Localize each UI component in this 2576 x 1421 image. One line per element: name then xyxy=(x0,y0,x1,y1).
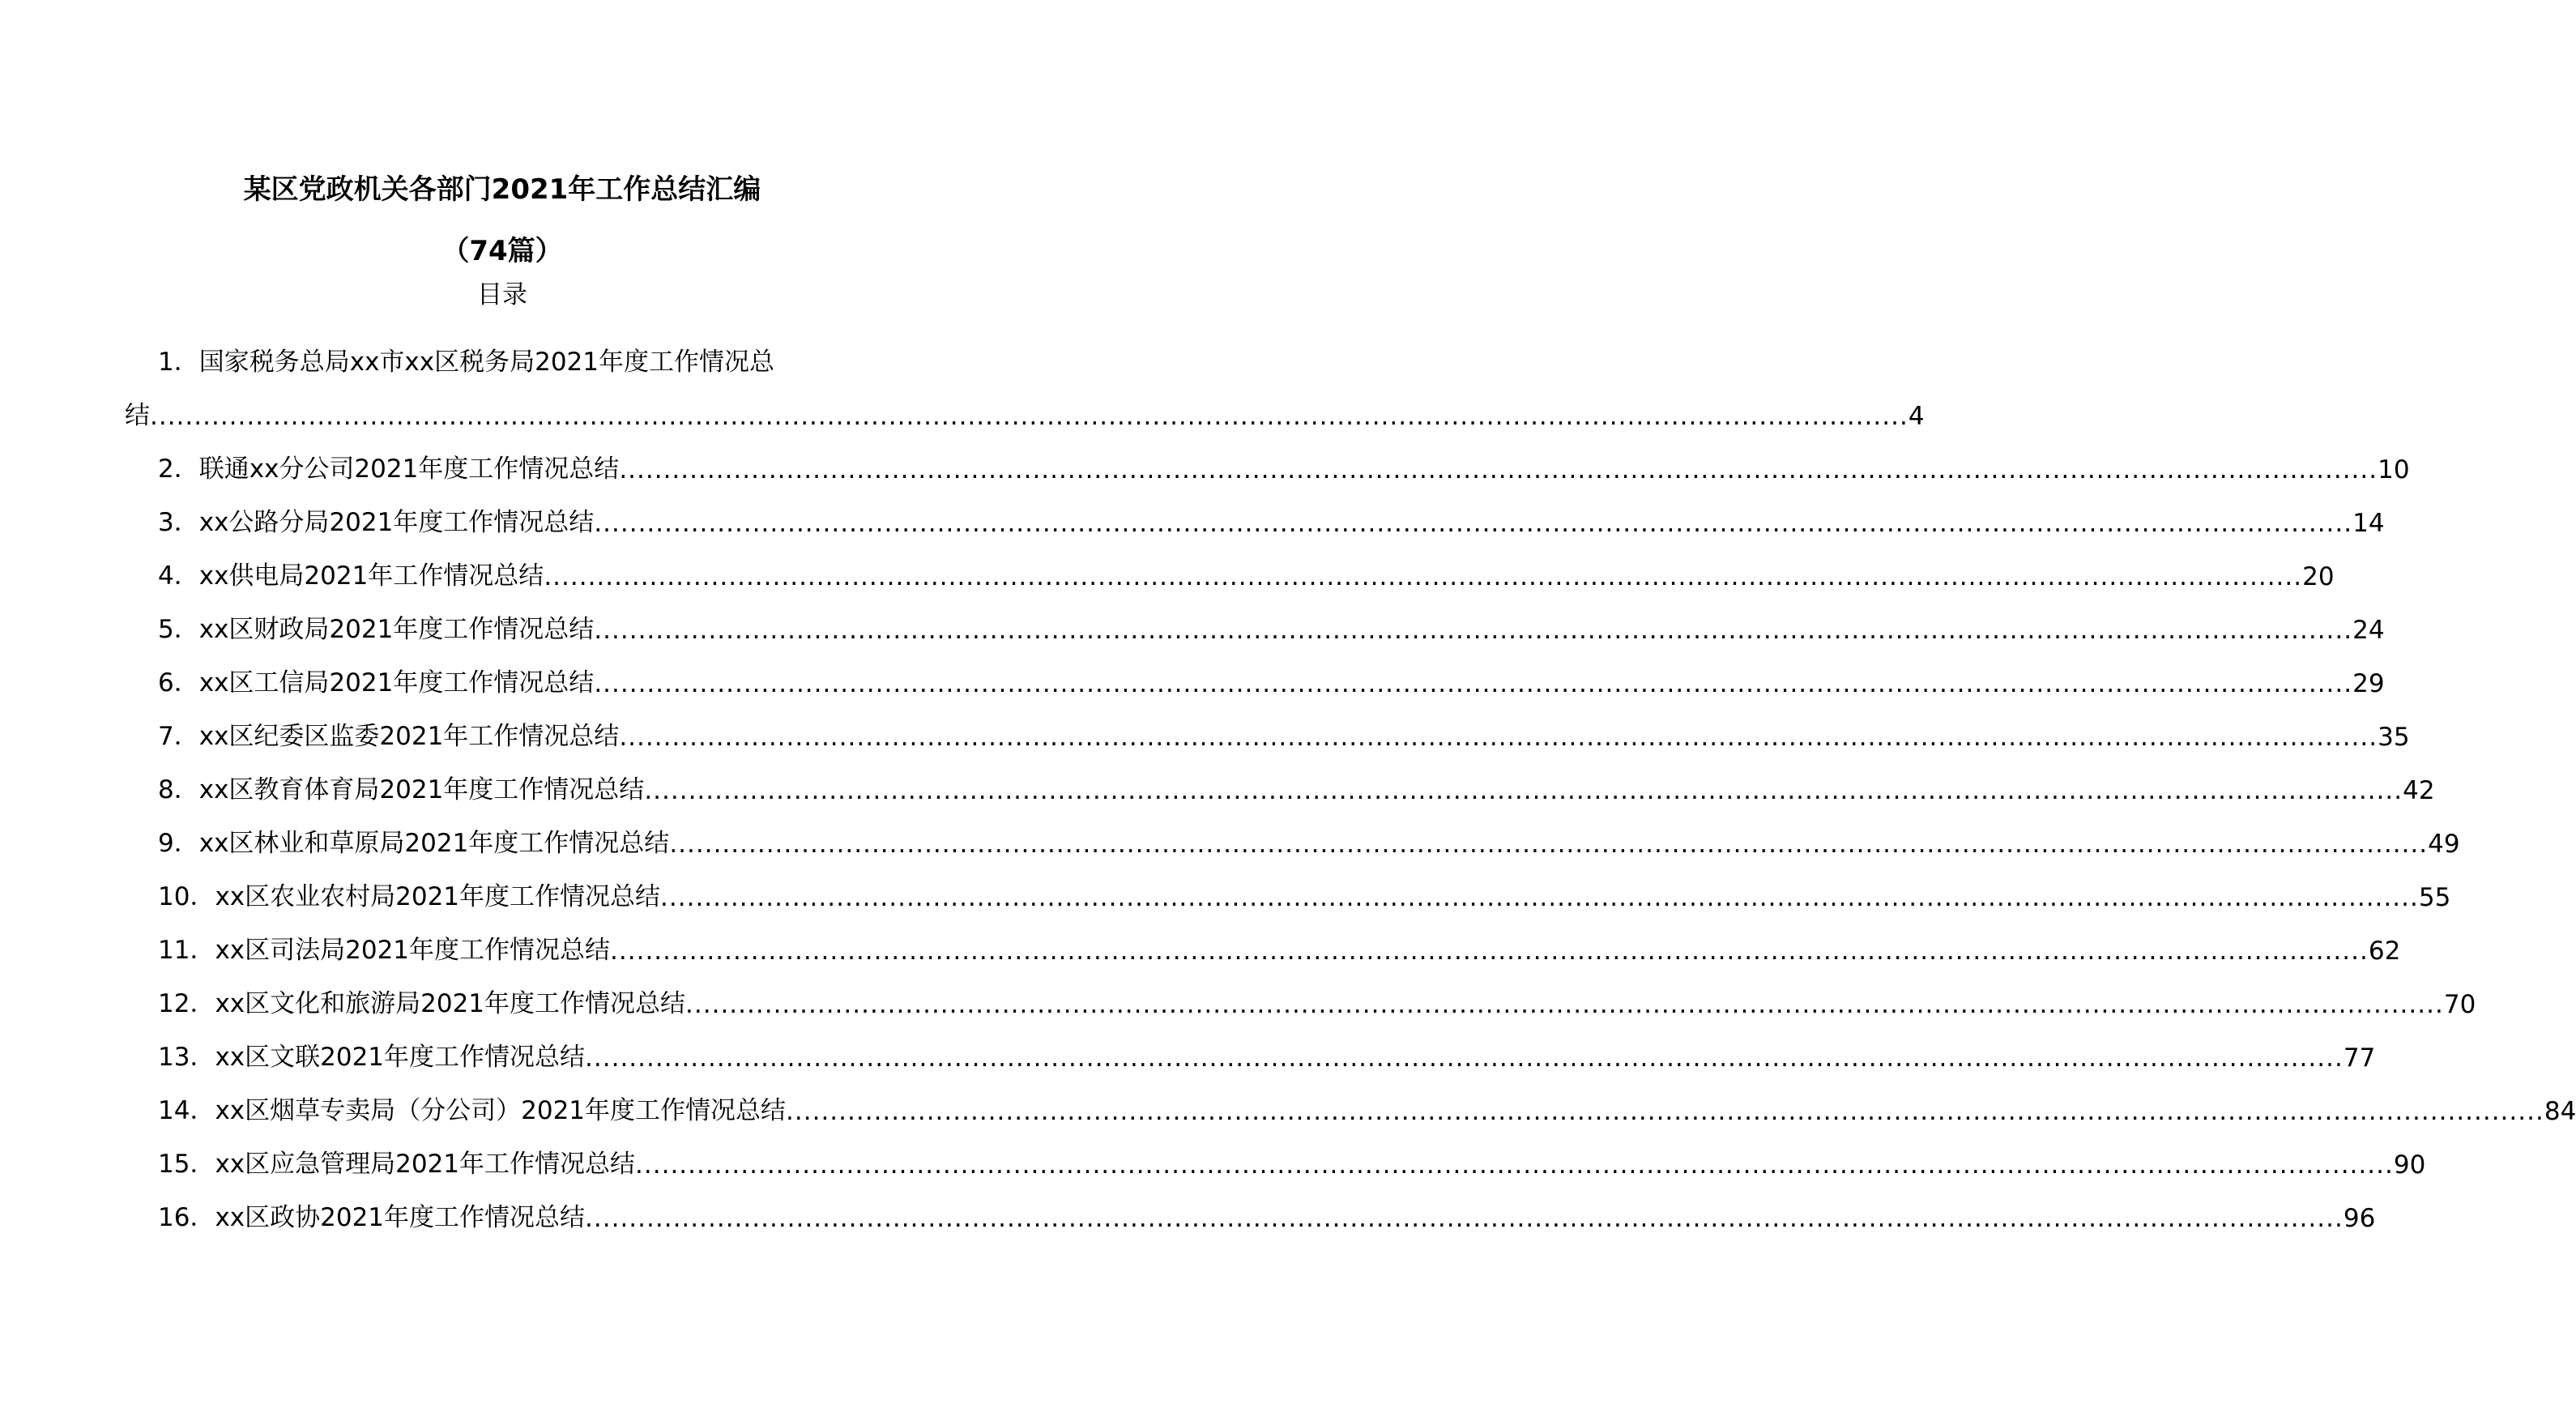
toc-page-number: 29 xyxy=(2352,669,2385,698)
toc-entry[interactable] xyxy=(125,538,2335,591)
toc-entry[interactable] xyxy=(125,805,2460,859)
toc-entry[interactable] xyxy=(125,484,2385,538)
toc-entry[interactable] xyxy=(125,1126,2426,1180)
toc-entry[interactable] xyxy=(125,645,2385,698)
toc-entry-title: 10．xx区农业农村局2021年度工作情况总结 xyxy=(158,882,661,911)
dot-leader: ........................................................................................................................................................................................................ xyxy=(685,990,2444,1019)
toc-entry[interactable] xyxy=(125,324,880,378)
toc-entry-title: 5．xx区财政局2021年度工作情况总结 xyxy=(158,615,595,644)
toc-heading: 目录 xyxy=(477,280,527,309)
toc-entry-title: 4．xx供电局2021年工作情况总结 xyxy=(158,561,544,591)
toc-page-number: 20 xyxy=(2302,562,2335,591)
dot-leader: ........................................................................................................................................................................................................ xyxy=(660,883,2419,912)
toc-entry[interactable] xyxy=(125,431,2410,484)
dot-leader: ........................................................................................................................................................................................................ xyxy=(594,509,2353,538)
toc-entry-title: 2．联通xx分公司2021年度工作情况总结 xyxy=(158,454,620,484)
toc-entry[interactable] xyxy=(125,859,2451,912)
dot-leader: ........................................................................................................................................................................................................ xyxy=(669,830,2429,859)
dot-leader: ........................................................................................................................................................................................................ xyxy=(635,1150,2394,1180)
document-subtitle: （74篇） xyxy=(441,235,563,267)
toc-page-number: 62 xyxy=(2368,937,2401,966)
toc-entry-title: 结 xyxy=(125,401,150,430)
toc-entry[interactable] xyxy=(125,1019,2376,1073)
toc-page-number: 70 xyxy=(2443,990,2476,1019)
document-title: 某区党政机关各部门2021年工作总结汇编 xyxy=(243,173,761,206)
toc-page-number: 49 xyxy=(2428,830,2460,859)
dot-leader: ........................................................................................................................................................................................................ xyxy=(610,937,2369,966)
toc-entry-continuation[interactable] xyxy=(125,378,1925,431)
toc-entry[interactable] xyxy=(125,966,2476,1019)
toc-entry[interactable] xyxy=(125,912,2401,966)
dot-leader: ........................................................................................................................................................................................................ xyxy=(150,402,1909,431)
dot-leader: ........................................................................................................................................................................................................ xyxy=(786,1097,2544,1126)
toc-page-number: 4 xyxy=(1908,402,1925,431)
toc-page-number: 10 xyxy=(2378,455,2410,484)
toc-page-number: 96 xyxy=(2343,1204,2376,1233)
dot-leader: ........................................................................................................................................................................................................ xyxy=(585,1043,2344,1073)
toc-entry[interactable] xyxy=(125,1073,2576,1126)
toc-entry-title: 8．xx区教育体育局2021年度工作情况总结 xyxy=(158,775,645,804)
toc-entry-title: 3．xx公路分局2021年度工作情况总结 xyxy=(158,508,595,537)
toc-entry-title: 13．xx区文联2021年度工作情况总结 xyxy=(158,1043,586,1072)
toc-page-number: 24 xyxy=(2352,616,2385,645)
toc-page-number: 77 xyxy=(2343,1043,2376,1073)
dot-leader: ........................................................................................................................................................................................................ xyxy=(544,562,2303,591)
dot-leader: ........................................................................................................................................................................................................ xyxy=(594,616,2353,645)
dot-leader: ........................................................................................................................................................................................................ xyxy=(585,1204,2344,1233)
toc-entry-title: 1．国家税务总局xx市xx区税务局2021年度工作情况总 xyxy=(158,348,774,377)
dot-leader: ........................................................................................................................................................................................................ xyxy=(644,776,2403,805)
dot-leader: ........................................................................................................................................................................................................ xyxy=(619,723,2378,752)
toc-entry-title: 9．xx区林业和草原局2021年度工作情况总结 xyxy=(158,829,670,858)
dot-leader: ........................................................................................................................................................................................................ xyxy=(594,669,2353,698)
toc-page-number: 84 xyxy=(2544,1097,2576,1126)
toc-entry-title: 11．xx区司法局2021年度工作情况总结 xyxy=(158,936,611,965)
toc-page-number: 42 xyxy=(2403,776,2435,805)
toc-entry[interactable] xyxy=(125,752,2435,805)
table-of-contents xyxy=(125,324,2576,1233)
toc-entry-title: 16．xx区政协2021年度工作情况总结 xyxy=(158,1203,586,1232)
toc-entry[interactable] xyxy=(125,1180,2376,1233)
toc-page-number: 90 xyxy=(2393,1150,2426,1180)
toc-entry[interactable] xyxy=(125,698,2410,752)
toc-entry-title: 12．xx区文化和旅游局2021年度工作情况总结 xyxy=(158,989,686,1018)
toc-entry-title: 7．xx区纪委区监委2021年工作情况总结 xyxy=(158,722,620,751)
toc-entry-title: 6．xx区工信局2021年度工作情况总结 xyxy=(158,668,595,698)
toc-entry-title: 14．xx区烟草专卖局（分公司）2021年度工作情况总结 xyxy=(158,1096,787,1125)
toc-entry[interactable] xyxy=(125,591,2385,645)
toc-entry-title: 15．xx区应急管理局2021年工作情况总结 xyxy=(158,1150,636,1179)
toc-page-number: 35 xyxy=(2378,723,2410,752)
toc-page-number: 14 xyxy=(2352,509,2385,538)
toc-page-number: 55 xyxy=(2418,883,2451,912)
dot-leader: ........................................................................................................................................................................................................ xyxy=(619,455,2378,484)
